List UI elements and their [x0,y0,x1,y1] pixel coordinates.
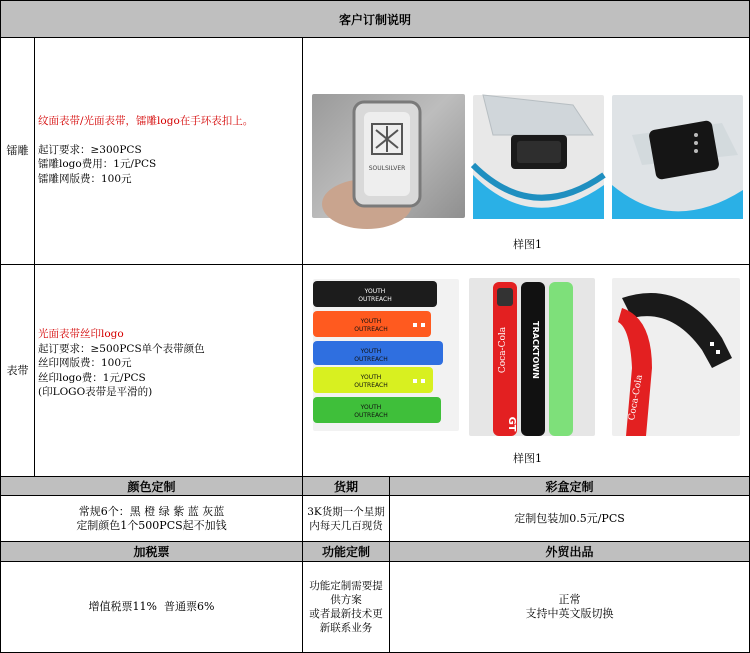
strap-images-cell [303,265,750,477]
strap-line: 丝印网版费：100元 [38,357,132,369]
tax-invoice-text: 增值税票11% 普通票6% [88,600,215,613]
strap-line: 起订要求：≥500PCS单个表带颜色 [38,342,205,355]
strap-line: (印LOGO表带是平滑的) [38,386,153,398]
engrave-headline: 纹面表带/光面表带，镭雕logo在手环表扣上。 [38,115,254,127]
strap-print-text: OUTREACH [354,382,388,389]
strap-print-text: OUTREACH [354,356,388,363]
metal-buckle-icon [312,94,465,218]
function-custom-header: 功能定制 [303,542,390,562]
strap-print-text: YOUTH [360,374,382,381]
strap-headline: 光面表带丝印logo [38,328,124,340]
engrave-label-cell [1,38,35,265]
color-line: 常规6个：黑 橙 绿 紫 蓝 灰蓝 [78,504,225,518]
branded-straps-icon [469,278,595,436]
function-line: 或者最新技术更 [309,608,383,620]
export-header: 外贸出品 [390,542,750,562]
strap-print-text: YOUTH [364,288,386,295]
tax-invoice-header: 加税票 [1,542,303,562]
strap-sample-photo-1 [313,279,459,431]
export-line: 正常 [558,593,581,606]
strap-caption: 样图1 [513,452,542,465]
function-line: 功能定制需要提 [309,580,383,592]
export-line: 支持中英文版切换 [525,607,614,620]
colored-straps-icon [313,279,459,431]
export-cell [390,562,750,653]
gift-box-cell [390,496,750,542]
color-custom-header: 颜色定制 [1,477,303,496]
delivery-header: 货期 [303,477,390,496]
tax-invoice-cell [1,562,303,653]
engrave-caption: 样图1 [513,238,542,251]
strap-label: 表带 [6,363,29,377]
strap-print-text: YOUTH [360,404,382,411]
display-stand-icon [473,95,604,219]
strap-sample-photo-3 [612,278,740,436]
strap-line: 丝印logo费：1元/PCS [38,371,146,384]
black-buckle-icon [612,95,743,219]
delivery-cell [303,496,390,542]
engrave-sample-photo-3 [612,95,743,219]
curled-strap-icon [612,278,740,436]
strap-print-text: OUTREACH [354,412,388,419]
strap-desc-cell [35,265,303,477]
brand-text: Coca-Cola [498,326,508,374]
engrave-line: 镭雕logo费用：1元/PCS [38,158,157,170]
engrave-images-cell [303,38,750,265]
gift-box-text: 定制包装加0.5元/PCS [514,511,625,525]
color-line: 定制颜色1个500PCS起不加钱 [76,518,227,532]
strap-print-text: YOUTH [360,348,382,355]
brand-text: GT [506,416,517,432]
engrave-line: 起订要求：≥300PCS [38,143,142,156]
delivery-line: 内每天几百现货 [309,519,383,532]
delivery-line: 3K货期一个星期 [307,505,385,518]
engrave-label: 镭雕 [6,144,29,157]
strap-print-text: OUTREACH [358,296,392,303]
strap-print-text: OUTREACH [354,326,388,333]
function-custom-cell [303,562,390,653]
strap-label-cell [1,265,35,477]
strap-print-text: YOUTH [360,318,382,325]
engrave-sample-photo-2 [473,95,604,219]
brand-text: Coca-Cola [627,373,645,422]
engrave-sample-photo-1 [312,94,465,218]
table-title-cell [1,1,750,38]
buckle-brand: SOULSILVER [368,165,406,172]
color-custom-cell [1,496,303,542]
function-line: 供方案 [330,594,362,606]
engrave-line: 镭雕网版费：100元 [38,172,132,185]
engrave-desc-cell [35,38,303,265]
function-line: 新联系业务 [319,622,373,634]
brand-text: TRACKTOWN [531,321,540,379]
gift-box-header: 彩盒定制 [390,477,750,496]
table-title: 客户订制说明 [338,12,411,27]
strap-sample-photo-2 [469,278,595,436]
